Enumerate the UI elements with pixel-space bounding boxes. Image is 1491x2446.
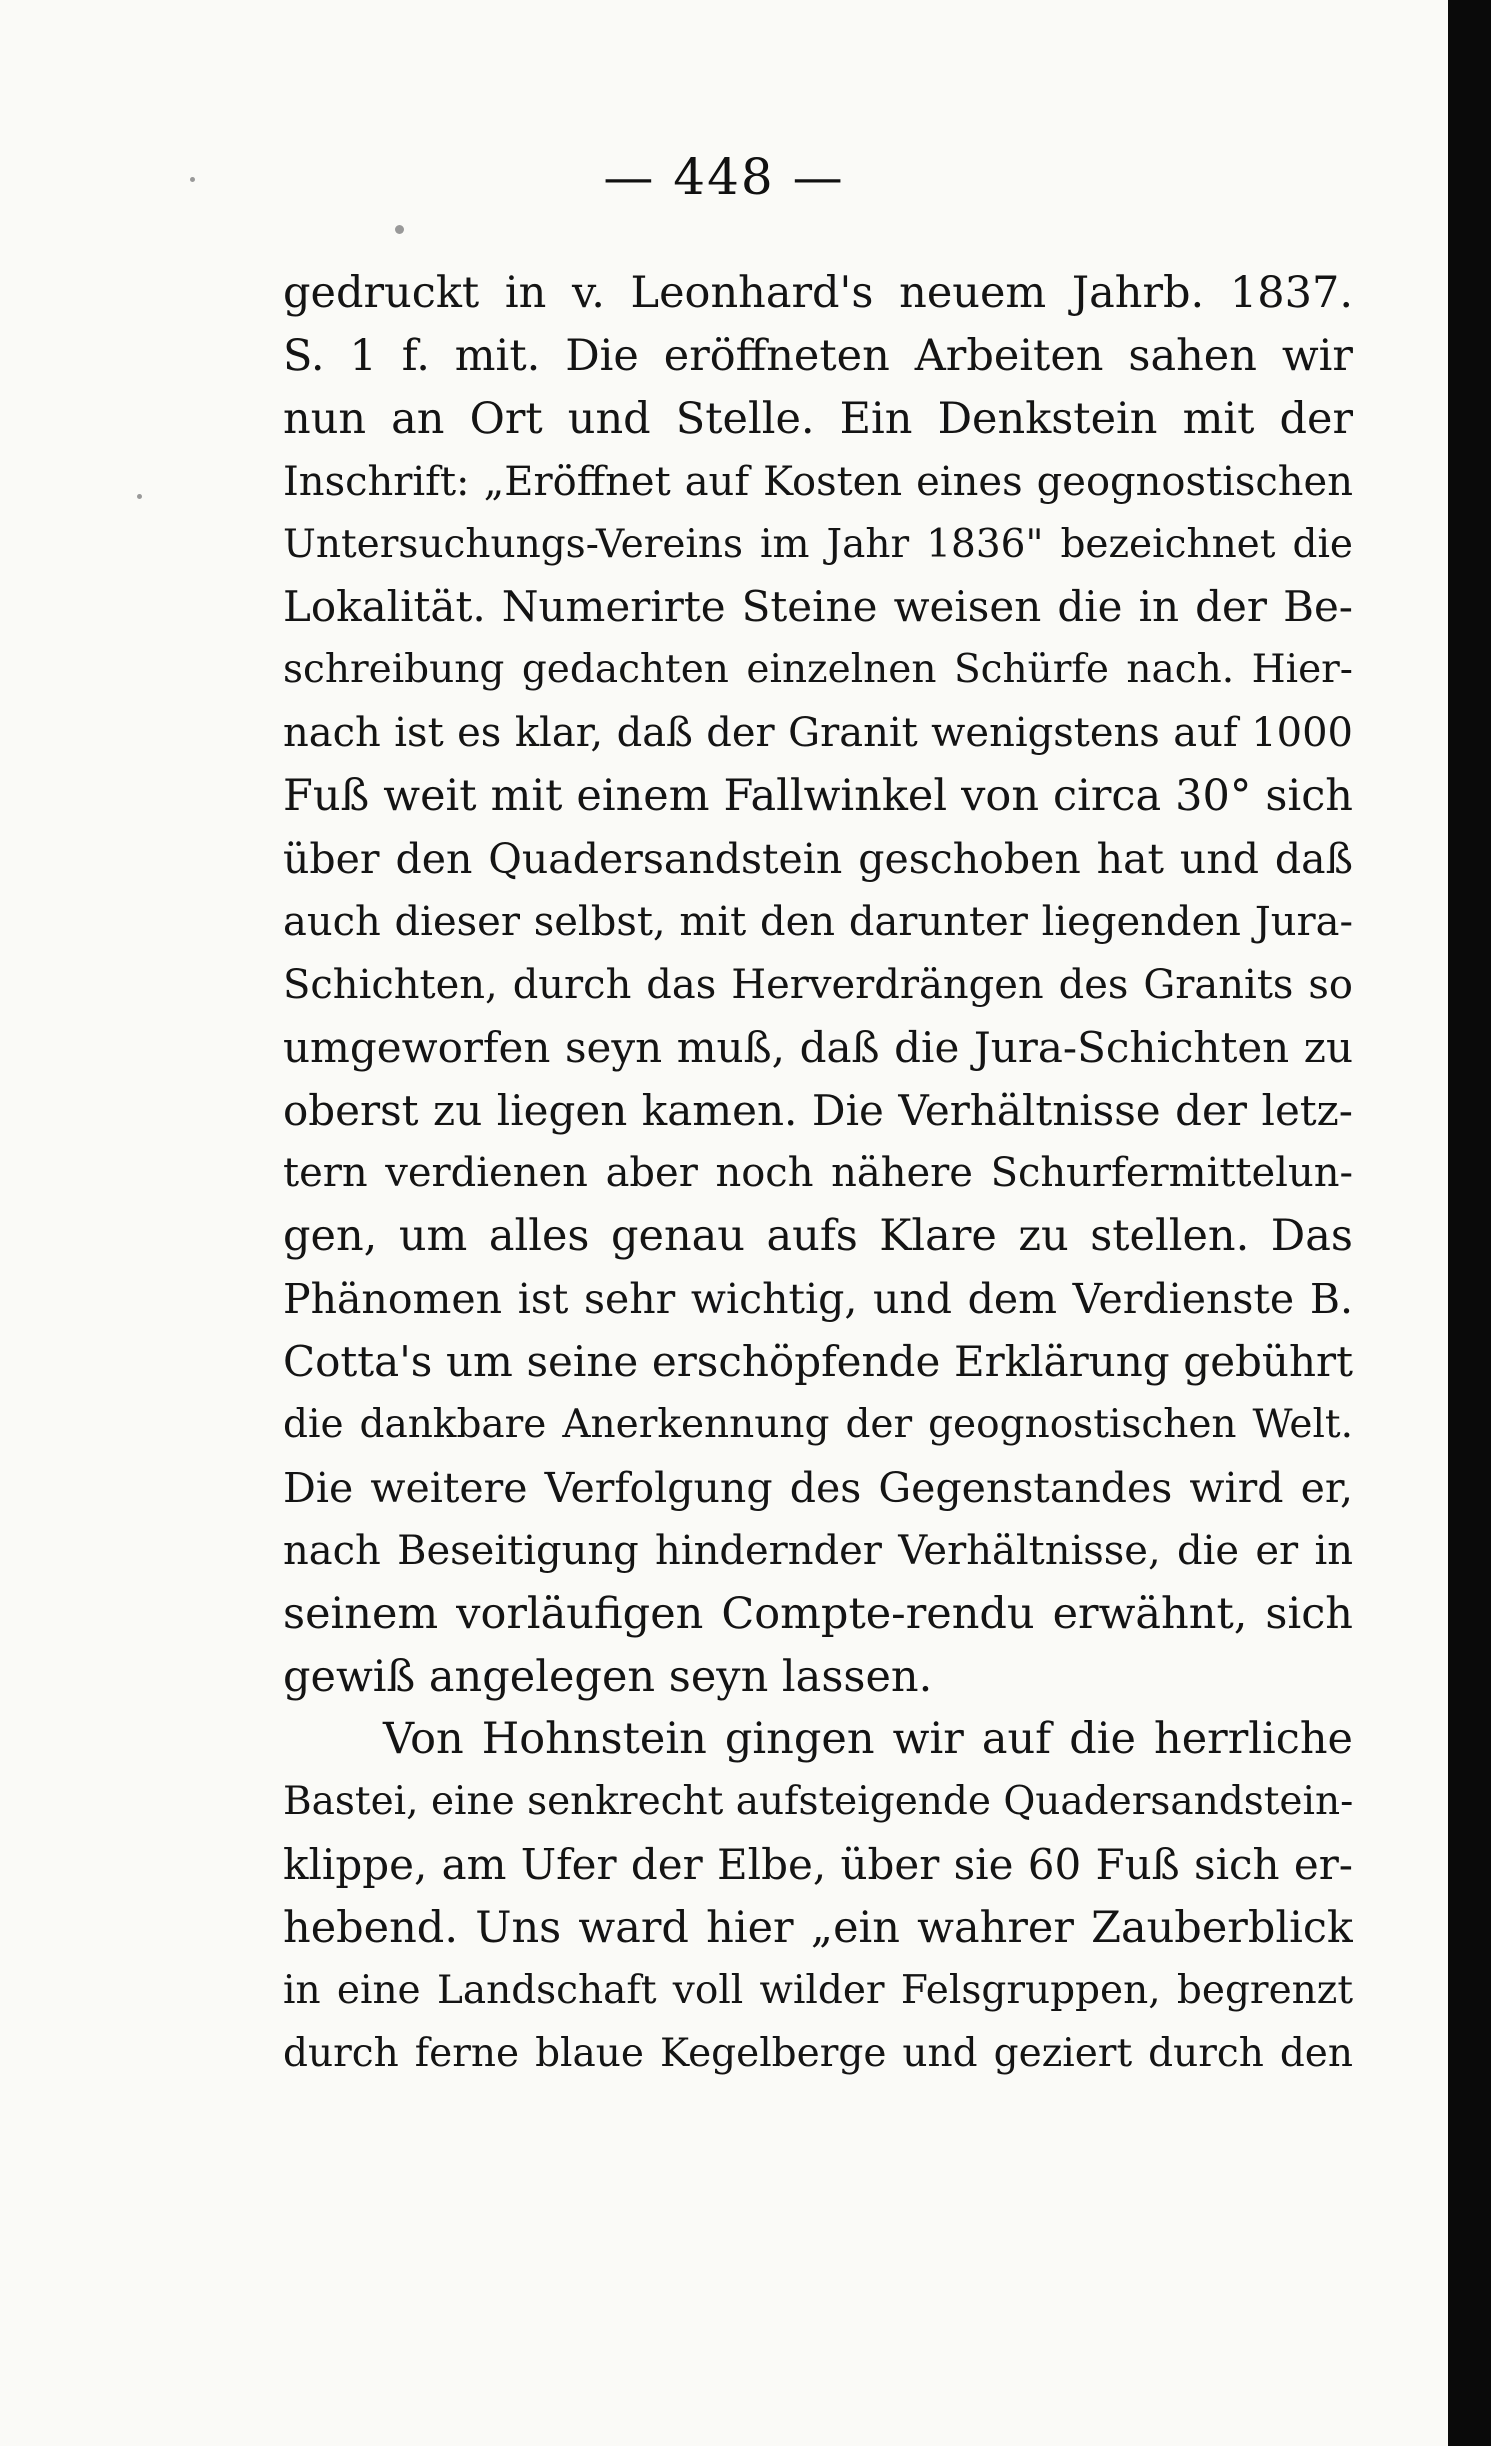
- text-line: Von Hohnstein gingen wir auf die herrliche: [383, 1714, 1353, 1765]
- text-line: tern verdienen aber noch nähere Schurfermittelun-: [283, 1150, 1353, 1197]
- text-line: schreibung gedachten einzelnen Schürfe nach. Hier-: [283, 647, 1353, 693]
- text-line: S. 1 f. mit. Die eröffneten Arbeiten sahen wir: [283, 330, 1353, 381]
- text-line: durch ferne blaue Kegelberge und geziert durch den: [283, 2030, 1353, 2076]
- text-line: Bastei, eine senkrecht aufsteigende Quadersandstein-: [283, 1779, 1353, 1825]
- text-line: Untersuchungs-Vereins im Jahr 1836" bezeichnet die: [283, 521, 1353, 567]
- text-line: seinem vorläufigen Compte-rendu erwähnt, sich: [283, 1588, 1353, 1639]
- paper-speck: [137, 494, 142, 499]
- text-line: Phänomen ist sehr wichtig, und dem Verdienste B.: [283, 1275, 1353, 1324]
- text-line: nun an Ort und Stelle. Ein Denkstein mit der: [283, 393, 1353, 444]
- text-line: Die weitere Verfolgung des Gegenstandes wird er,: [283, 1463, 1353, 1512]
- text-line: über den Quadersandstein geschoben hat und daß: [283, 835, 1353, 884]
- text-line: nach ist es klar, daß der Granit wenigstens auf 1000: [283, 710, 1353, 757]
- page-number: — 448 —: [603, 148, 845, 206]
- text-line: klippe, am Ufer der Elbe, über sie 60 Fuß sich er-: [283, 1840, 1353, 1890]
- text-line: Cotta's um seine erschöpfende Erklärung gebührt: [283, 1337, 1353, 1387]
- text-line: nach Beseitigung hindernder Verhältnisse, die er in: [283, 1527, 1353, 1574]
- text-line: in eine Landschaft voll wilder Felsgruppen, begrenzt: [283, 1968, 1353, 2014]
- text-line: hebend. Uns ward hier „ein wahrer Zauberblick: [283, 1903, 1353, 1954]
- paper-speck: [395, 225, 404, 234]
- text-line: Schichten, durch das Herverdrängen des Granits so: [283, 961, 1353, 1008]
- text-line: oberst zu liegen kamen. Die Verhältnisse der letz-: [283, 1085, 1353, 1135]
- text-line: gedruckt in v. Leonhard's neuem Jahrb. 1837.: [283, 268, 1353, 318]
- text-line: gen, um alles genau aufs Klare zu stellen. Das: [283, 1211, 1353, 1262]
- text-line: die dankbare Anerkennung der geognostischen Welt.: [283, 1402, 1353, 1448]
- text-line: auch dieser selbst, mit den darunter liegenden Jura-: [283, 898, 1353, 945]
- body-text: [283, 262, 1353, 2086]
- text-line: umgeworfen seyn muß, daß die Jura-Schichten zu: [283, 1022, 1353, 1072]
- scan-border: [1448, 0, 1491, 2446]
- text-line: Lokalität. Numerirte Steine weisen die in der Be-: [283, 582, 1353, 632]
- text-line: Fuß weit mit einem Fallwinkel von circa 30° sich: [283, 771, 1353, 822]
- text-line: Inschrift: „Eröffnet auf Kosten eines geognostischen: [283, 458, 1353, 505]
- text-line: gewiß angelegen seyn lassen.: [283, 1651, 933, 1702]
